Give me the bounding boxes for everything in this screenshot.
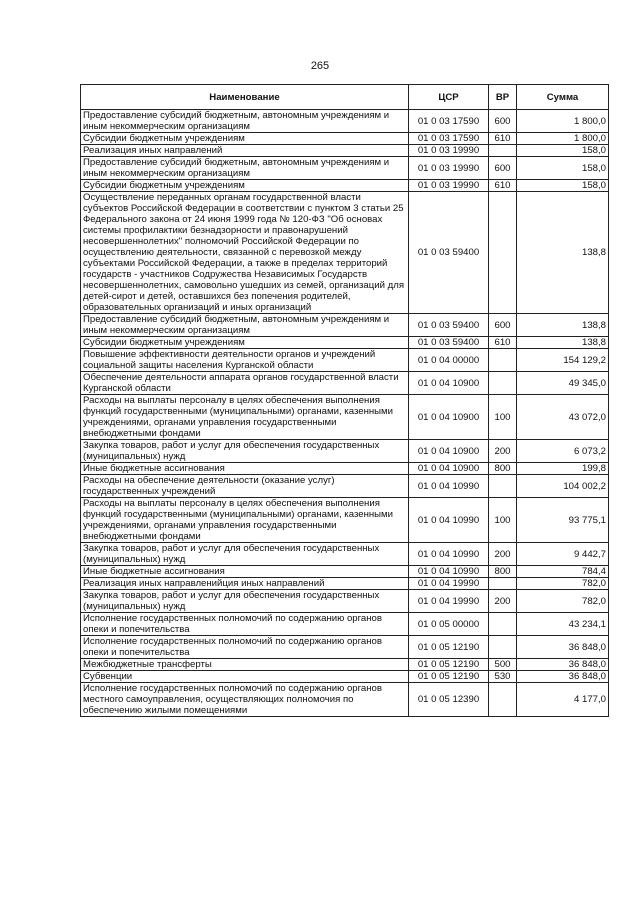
cell-name: Иные бюджетные ассигнования <box>81 463 409 475</box>
cell-vr: 500 <box>489 659 517 671</box>
cell-csr: 01 0 03 59400 <box>409 337 489 349</box>
cell-sum: 6 073,2 <box>517 440 609 463</box>
cell-csr: 01 0 03 59400 <box>409 192 489 314</box>
cell-name: Закупка товаров, работ и услуг для обеспечения государственных (муниципальных) нужд <box>81 543 409 566</box>
cell-sum: 158,0 <box>517 145 609 157</box>
cell-vr: 100 <box>489 395 517 440</box>
cell-sum: 36 848,0 <box>517 659 609 671</box>
cell-name: Исполнение государственных полномочий по содержанию органов опеки и попечительства <box>81 636 409 659</box>
table-row <box>81 578 609 590</box>
cell-csr: 01 0 04 10990 <box>409 475 489 498</box>
cell-csr: 01 0 04 10900 <box>409 372 489 395</box>
cell-vr <box>489 349 517 372</box>
cell-vr: 600 <box>489 110 517 133</box>
cell-vr: 610 <box>489 133 517 145</box>
cell-name: Иные бюджетные ассигнования <box>81 566 409 578</box>
table-row <box>81 133 609 145</box>
cell-csr: 01 0 03 19990 <box>409 157 489 180</box>
cell-sum: 138,8 <box>517 337 609 349</box>
cell-csr: 01 0 04 10900 <box>409 395 489 440</box>
cell-name: Субсидии бюджетным учреждениям <box>81 133 409 145</box>
cell-csr: 01 0 03 17590 <box>409 110 489 133</box>
table-row <box>81 180 609 192</box>
cell-vr <box>489 145 517 157</box>
cell-sum: 104 002,2 <box>517 475 609 498</box>
header-vr: ВР <box>489 85 517 110</box>
cell-name: Исполнение государственных полномочий по содержанию органов местного самоуправления, осуществляющих полномочия по обеспечению жилыми помещениями <box>81 683 409 717</box>
cell-csr: 01 0 05 12390 <box>409 683 489 717</box>
table-row <box>81 659 609 671</box>
header-csr: ЦСР <box>409 85 489 110</box>
cell-sum: 4 177,0 <box>517 683 609 717</box>
table-row <box>81 395 609 440</box>
cell-csr: 01 0 03 19990 <box>409 180 489 192</box>
cell-vr <box>489 636 517 659</box>
cell-vr: 600 <box>489 157 517 180</box>
cell-sum: 9 442,7 <box>517 543 609 566</box>
cell-sum: 138,8 <box>517 314 609 337</box>
cell-vr: 200 <box>489 543 517 566</box>
cell-vr: 800 <box>489 463 517 475</box>
table-row <box>81 498 609 543</box>
cell-csr: 01 0 04 10990 <box>409 566 489 578</box>
table-row <box>81 475 609 498</box>
cell-name: Субсидии бюджетным учреждениям <box>81 337 409 349</box>
cell-name: Исполнение государственных полномочий по содержанию органов опеки и попечительства <box>81 613 409 636</box>
cell-name: Предоставление субсидий бюджетным, автономным учреждениям и иным некоммерческим организациям <box>81 157 409 180</box>
cell-name: Межбюджетные трансферты <box>81 659 409 671</box>
cell-name: Осуществление переданных органам государственной власти субъектов Российской Федерации в соответствии с пунктом 3 статьи 25 Федерального закона от 24 июня 1999 года № 120-ФЗ "Об основах системы профилактики безнадзорности и правонарушений несовершеннолетних" полномочий Российской Федерации по осуществлению деятельности, связанной с перевозкой между субъектами Российской Федерации, а также в пределах территорий государств - участников Содружества Независимых Государств несовершеннолетних, самовольно ушедших из семей, организаций для детей-сирот и детей, оставшихся без попечения родителей, образовательных организаций и иных организаций <box>81 192 409 314</box>
cell-sum: 1 800,0 <box>517 110 609 133</box>
cell-sum: 43 072,0 <box>517 395 609 440</box>
cell-name: Расходы на обеспечение деятельности (оказание услуг) государственных учреждений <box>81 475 409 498</box>
cell-sum: 199,8 <box>517 463 609 475</box>
cell-csr: 01 0 05 12190 <box>409 636 489 659</box>
cell-name: Закупка товаров, работ и услуг для обеспечения государственных (муниципальных) нужд <box>81 440 409 463</box>
cell-sum: 138,8 <box>517 192 609 314</box>
header-sum: Сумма <box>517 85 609 110</box>
cell-sum: 782,0 <box>517 578 609 590</box>
cell-vr <box>489 578 517 590</box>
cell-sum: 158,0 <box>517 180 609 192</box>
cell-csr: 01 0 04 19990 <box>409 590 489 613</box>
cell-sum: 782,0 <box>517 590 609 613</box>
cell-sum: 36 848,0 <box>517 671 609 683</box>
table-row <box>81 110 609 133</box>
cell-name: Закупка товаров, работ и услуг для обеспечения государственных (муниципальных) нужд <box>81 590 409 613</box>
cell-csr: 01 0 03 19990 <box>409 145 489 157</box>
cell-csr: 01 0 04 10900 <box>409 463 489 475</box>
table-row <box>81 314 609 337</box>
cell-vr: 530 <box>489 671 517 683</box>
cell-csr: 01 0 04 19990 <box>409 578 489 590</box>
cell-csr: 01 0 05 12190 <box>409 671 489 683</box>
cell-name: Предоставление субсидий бюджетным, автономным учреждениям и иным некоммерческим организациям <box>81 314 409 337</box>
cell-name: Повышение эффективности деятельности органов и учреждений социальной защиты населения Курганской области <box>81 349 409 372</box>
cell-name: Субвенции <box>81 671 409 683</box>
table-row <box>81 145 609 157</box>
cell-vr: 610 <box>489 180 517 192</box>
cell-csr: 01 0 03 59400 <box>409 314 489 337</box>
cell-csr: 01 0 04 10990 <box>409 543 489 566</box>
cell-name: Реализация иных направлений <box>81 145 409 157</box>
table-row <box>81 463 609 475</box>
table-row <box>81 566 609 578</box>
cell-vr <box>489 683 517 717</box>
page-number: 265 <box>310 60 330 72</box>
cell-vr: 600 <box>489 314 517 337</box>
cell-vr: 800 <box>489 566 517 578</box>
table-row <box>81 543 609 566</box>
table-row <box>81 613 609 636</box>
cell-sum: 43 234,1 <box>517 613 609 636</box>
table-row <box>81 636 609 659</box>
cell-vr <box>489 372 517 395</box>
table-row <box>81 192 609 314</box>
table-row <box>81 337 609 349</box>
cell-sum: 158,0 <box>517 157 609 180</box>
cell-name: Субсидии бюджетным учреждениям <box>81 180 409 192</box>
cell-vr <box>489 192 517 314</box>
cell-name: Предоставление субсидий бюджетным, автономным учреждениям и иным некоммерческим организациям <box>81 110 409 133</box>
cell-csr: 01 0 04 00000 <box>409 349 489 372</box>
cell-sum: 1 800,0 <box>517 133 609 145</box>
table-row <box>81 683 609 717</box>
cell-vr: 100 <box>489 498 517 543</box>
cell-sum: 154 129,2 <box>517 349 609 372</box>
header-name: Наименование <box>81 85 409 110</box>
cell-sum: 36 848,0 <box>517 636 609 659</box>
cell-csr: 01 0 03 17590 <box>409 133 489 145</box>
budget-table <box>80 84 609 717</box>
cell-sum: 49 345,0 <box>517 372 609 395</box>
cell-sum: 784,4 <box>517 566 609 578</box>
table-row <box>81 372 609 395</box>
cell-csr: 01 0 04 10990 <box>409 498 489 543</box>
cell-csr: 01 0 04 10900 <box>409 440 489 463</box>
table-header-row <box>81 85 609 110</box>
cell-vr <box>489 613 517 636</box>
table-row <box>81 671 609 683</box>
cell-vr: 200 <box>489 590 517 613</box>
table-row <box>81 157 609 180</box>
cell-name: Расходы на выплаты персоналу в целях обеспечения выполнения функций государственными (муниципальными) органами, казенными учреждениями, органами управления государственными внебюджетными фондами <box>81 395 409 440</box>
cell-csr: 01 0 05 00000 <box>409 613 489 636</box>
cell-csr: 01 0 05 12190 <box>409 659 489 671</box>
cell-vr: 200 <box>489 440 517 463</box>
cell-sum: 93 775,1 <box>517 498 609 543</box>
cell-name: Реализация иных направленийция иных направлений <box>81 578 409 590</box>
table-row <box>81 349 609 372</box>
table-row <box>81 440 609 463</box>
table-row <box>81 590 609 613</box>
cell-name: Расходы на выплаты персоналу в целях обеспечения выполнения функций государственными (муниципальными) органами, казенными учреждениями, органами управления государственными внебюджетными фондами <box>81 498 409 543</box>
cell-vr <box>489 475 517 498</box>
cell-name: Обеспечение деятельности аппарата органов государственной власти Курганской области <box>81 372 409 395</box>
cell-vr: 610 <box>489 337 517 349</box>
